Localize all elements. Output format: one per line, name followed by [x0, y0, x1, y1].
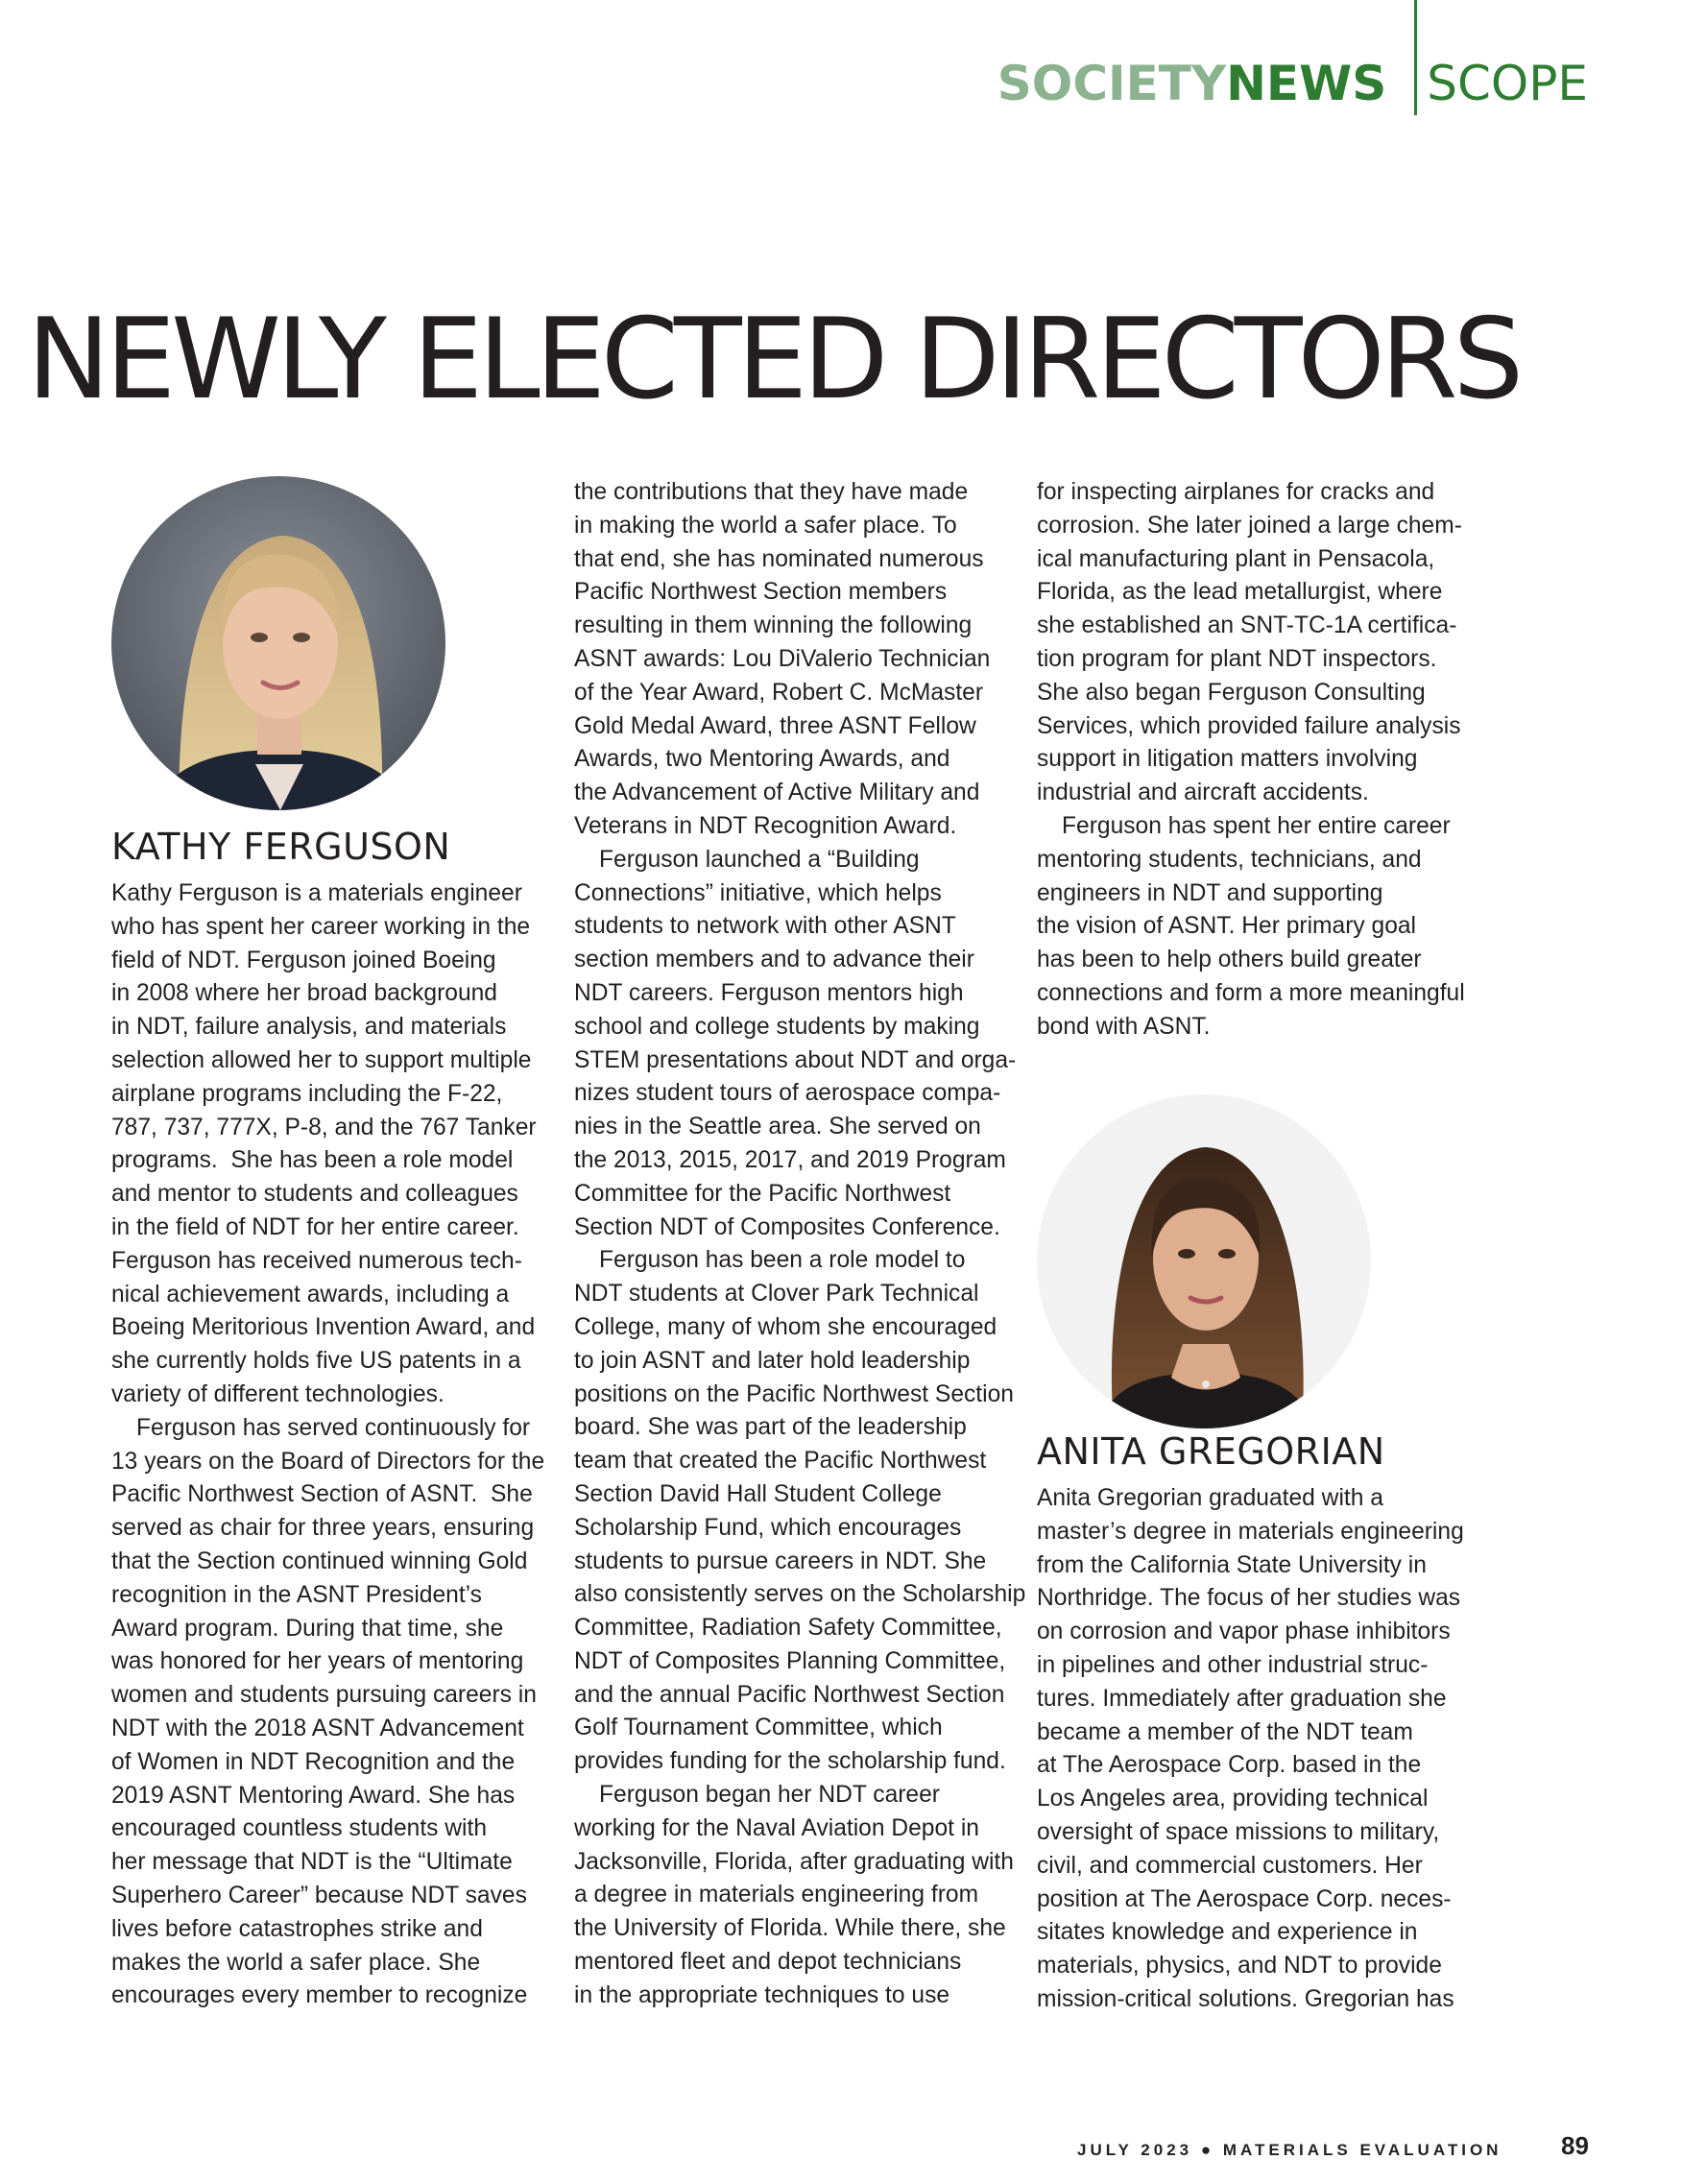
text-line: industrial and aircraft accidents.	[1037, 780, 1369, 806]
text-line: of the Year Award, Robert C. McMaster	[574, 679, 984, 706]
portrait-kathy-ferguson	[111, 476, 445, 810]
text-line: who has spent her career working in the	[111, 913, 531, 940]
text-line: was honored for her years of mentoring	[111, 1648, 524, 1675]
text-line: programs. She has been a role model	[111, 1147, 514, 1174]
text-line: team that created the Pacific Northwest	[574, 1448, 987, 1475]
text-line: 787, 737, 777X, P-8, and the 767 Tanker	[111, 1114, 537, 1140]
text-line: Award program. During that time, she	[111, 1615, 504, 1642]
text-line: encourages every member to recognize	[111, 1982, 528, 2009]
text-line: ASNT awards: Lou DiValerio Technician	[574, 645, 991, 672]
text-line: oversight of space missions to military,	[1037, 1818, 1440, 1845]
text-line: Ferguson has been a role model to	[599, 1247, 966, 1274]
text-line: Ferguson began her NDT career	[599, 1782, 940, 1809]
text-line: positions on the Pacific Northwest Section	[574, 1380, 1014, 1407]
text-line: Jacksonville, Florida, after graduating with	[574, 1848, 1014, 1875]
section-header	[997, 56, 1588, 111]
text-line: recognition in the ASNT President’s	[111, 1581, 482, 1608]
text-line: the contributions that they have made	[574, 479, 969, 505]
text-line: Committee for the Pacific Northwest	[574, 1180, 951, 1207]
text-line: mission-critical solutions. Gregorian has	[1037, 1985, 1454, 2012]
text-line: in the appropriate techniques to use	[574, 1981, 950, 2008]
text-line: women and students pursuing careers in	[111, 1682, 537, 1709]
text-line: position at The Aerospace Corp. neces-	[1037, 1885, 1452, 1912]
text-line: nical achievement awards, including a	[111, 1281, 510, 1308]
text-line: for inspecting airplanes for cracks and	[1037, 479, 1435, 505]
text-line: Florida, as the lead metallurgist, where	[1037, 579, 1443, 606]
text-line: civil, and commercial customers. Her	[1037, 1852, 1423, 1879]
text-line: Kathy Ferguson is a materials engineer	[111, 880, 522, 906]
text-line: 2019 ASNT Mentoring Award. She has	[111, 1782, 516, 1809]
text-line: school and college students by making	[574, 1013, 980, 1040]
text-line: in making the world a safer place. To	[574, 512, 957, 539]
article-column-3-bottom	[1037, 1482, 1464, 2017]
text-line: from the California State University in	[1037, 1551, 1427, 1578]
text-line: Pacific Northwest Section members	[574, 579, 948, 606]
text-line: tion program for plant NDT inspectors.	[1037, 645, 1437, 672]
text-line: she established an SNT-TC-1A certifica-	[1037, 612, 1457, 639]
text-line: served as chair for three years, ensuring	[111, 1515, 535, 1542]
text-line: her message that NDT is the “Ultimate	[111, 1849, 513, 1876]
article-column-3-top	[1037, 476, 1465, 1044]
text-line: support in litigation matters involving	[1037, 746, 1418, 773]
text-line: the University of Florida. While there, she	[574, 1915, 1006, 1942]
article-column-1	[111, 877, 544, 2013]
text-line: Veterans in NDT Recognition Award.	[574, 812, 957, 839]
section-label-news: NEWS	[1226, 56, 1387, 111]
text-line: students to pursue careers in NDT. She	[574, 1548, 987, 1574]
text-line: Section David Hall Student College	[574, 1480, 942, 1507]
text-line: Pacific Northwest Section of ASNT. She	[111, 1481, 533, 1508]
text-line: section members and to advance their	[574, 947, 974, 973]
text-line: on corrosion and vapor phase inhibitors	[1037, 1619, 1451, 1645]
text-line: She also began Ferguson Consulting	[1037, 679, 1426, 706]
text-line: airplane programs including the F-22,	[111, 1080, 503, 1107]
text-line: and the annual Pacific Northwest Section	[574, 1681, 1005, 1708]
text-line: provides funding for the scholarship fund.	[574, 1748, 1006, 1775]
text-line: Anita Gregorian graduated with a	[1037, 1485, 1383, 1511]
text-line: that end, she has nominated numerous	[574, 545, 984, 572]
text-line: Ferguson has spent her entire career	[1062, 812, 1451, 839]
text-line: corrosion. She later joined a large chem-	[1037, 512, 1462, 539]
text-line: sitates knowledge and experience in	[1037, 1919, 1418, 1946]
text-line: the 2013, 2015, 2017, and 2019 Program	[574, 1146, 1006, 1173]
text-line: Gold Medal Award, three ASNT Fellow	[574, 712, 976, 739]
text-line: Boeing Meritorious Invention Award, and	[111, 1314, 536, 1341]
text-line: working for the Naval Aviation Depot in	[574, 1814, 979, 1841]
text-line: master’s degree in materials engineering	[1037, 1518, 1464, 1545]
text-line: in 2008 where her broad background	[111, 980, 497, 1007]
text-line: the vision of ASNT. Her primary goal	[1037, 913, 1417, 940]
text-line: Scholarship Fund, which encourages	[574, 1514, 962, 1541]
text-line: materials, physics, and NDT to provide	[1037, 1953, 1442, 1980]
text-line: has been to help others build greater	[1037, 947, 1422, 973]
text-line: the Advancement of Active Military and	[574, 780, 980, 806]
text-line: 13 years on the Board of Directors for the	[111, 1448, 545, 1475]
text-line: board. She was part of the leadership	[574, 1414, 967, 1441]
text-line: in pipelines and other industrial struc-	[1037, 1651, 1429, 1678]
text-line: and mentor to students and colleagues	[111, 1181, 518, 1208]
text-line: Committee, Radiation Safety Committee,	[574, 1615, 1002, 1642]
text-line: College, many of whom she encouraged	[574, 1313, 997, 1340]
text-line: nizes student tours of aerospace compa-	[574, 1080, 1001, 1107]
text-line: makes the world a safer place. She	[111, 1949, 481, 1976]
text-line: connections and form a more meaningful	[1037, 979, 1465, 1006]
text-line: Superhero Career” because NDT saves	[111, 1882, 527, 1908]
text-line: to join ASNT and later hold leadership	[574, 1347, 971, 1374]
section-label-scope: SCOPE	[1427, 56, 1588, 111]
text-line: field of NDT. Ferguson joined Boeing	[111, 947, 496, 973]
text-line: Services, which provided failure analysis	[1037, 712, 1461, 739]
text-line: students to network with other ASNT	[574, 913, 956, 940]
text-line: at The Aerospace Corp. based in the	[1037, 1752, 1422, 1779]
text-line: bond with ASNT.	[1037, 1013, 1211, 1040]
text-line: Connections” initiative, which helps	[574, 879, 942, 906]
text-line: also consistently serves on the Scholarship	[574, 1581, 1026, 1608]
text-line: of Women in NDT Recognition and the	[111, 1748, 516, 1775]
page-number: 89	[1561, 2131, 1589, 2160]
text-line: encouraged countless students with	[111, 1815, 488, 1842]
text-line: ical manufacturing plant in Pensacola,	[1037, 545, 1435, 572]
text-line: Ferguson launched a “Building	[599, 846, 920, 873]
text-line: Section NDT of Composites Conference.	[574, 1213, 1000, 1240]
text-line: she currently holds five US patents in a	[111, 1348, 521, 1375]
text-line: variety of different technologies.	[111, 1380, 445, 1407]
text-line: mentoring students, technicians, and	[1037, 846, 1422, 873]
text-line: lives before catastrophes strike and	[111, 1915, 483, 1942]
text-line: NDT with the 2018 ASNT Advancement	[111, 1715, 524, 1741]
text-line: STEM presentations about NDT and orga-	[574, 1046, 1017, 1073]
header-divider	[1414, 0, 1417, 115]
text-line: nies in the Seattle area. She served on	[574, 1114, 981, 1140]
portrait-anita-gregorian	[1037, 1094, 1371, 1428]
text-line: that the Section continued winning Gold	[111, 1548, 528, 1574]
text-line: NDT students at Clover Park Technical	[574, 1281, 979, 1308]
text-line: Los Angeles area, providing technical	[1037, 1786, 1429, 1812]
text-line: became a member of the NDT team	[1037, 1718, 1413, 1745]
text-line: in NDT, failure analysis, and materials	[111, 1014, 507, 1041]
person-name-gregorian: ANITA GREGORIAN	[1037, 1430, 1385, 1473]
text-line: Northridge. The focus of her studies was	[1037, 1585, 1461, 1612]
issue-footer: JULY 2023 ● MATERIALS EVALUATION	[1077, 2141, 1502, 2159]
text-line: Golf Tournament Committee, which	[574, 1715, 943, 1741]
text-line: Awards, two Mentoring Awards, and	[574, 746, 950, 773]
text-line: tures. Immediately after graduation she	[1037, 1685, 1447, 1712]
text-line: engineers in NDT and supporting	[1037, 879, 1383, 906]
text-line: NDT of Composites Planning Committee,	[574, 1647, 1006, 1674]
text-line: Ferguson has received numerous tech-	[111, 1247, 522, 1274]
person-name-ferguson: KATHY FERGUSON	[111, 826, 451, 868]
text-line: in the field of NDT for her entire career.	[111, 1213, 519, 1240]
text-line: selection allowed her to support multiple	[111, 1046, 532, 1073]
article-column-2	[574, 476, 1025, 2013]
text-line: Ferguson has served continuously for	[136, 1414, 531, 1441]
text-line: a degree in materials engineering from	[574, 1882, 979, 1908]
text-line: NDT careers. Ferguson mentors high	[574, 979, 964, 1006]
text-line: mentored fleet and depot technicians	[574, 1949, 962, 1976]
text-line: resulting in them winning the following	[574, 612, 973, 639]
section-label-society: SOCIETY	[997, 56, 1227, 111]
page-title: NEWLY ELECTED DIRECTORS	[27, 295, 1520, 424]
